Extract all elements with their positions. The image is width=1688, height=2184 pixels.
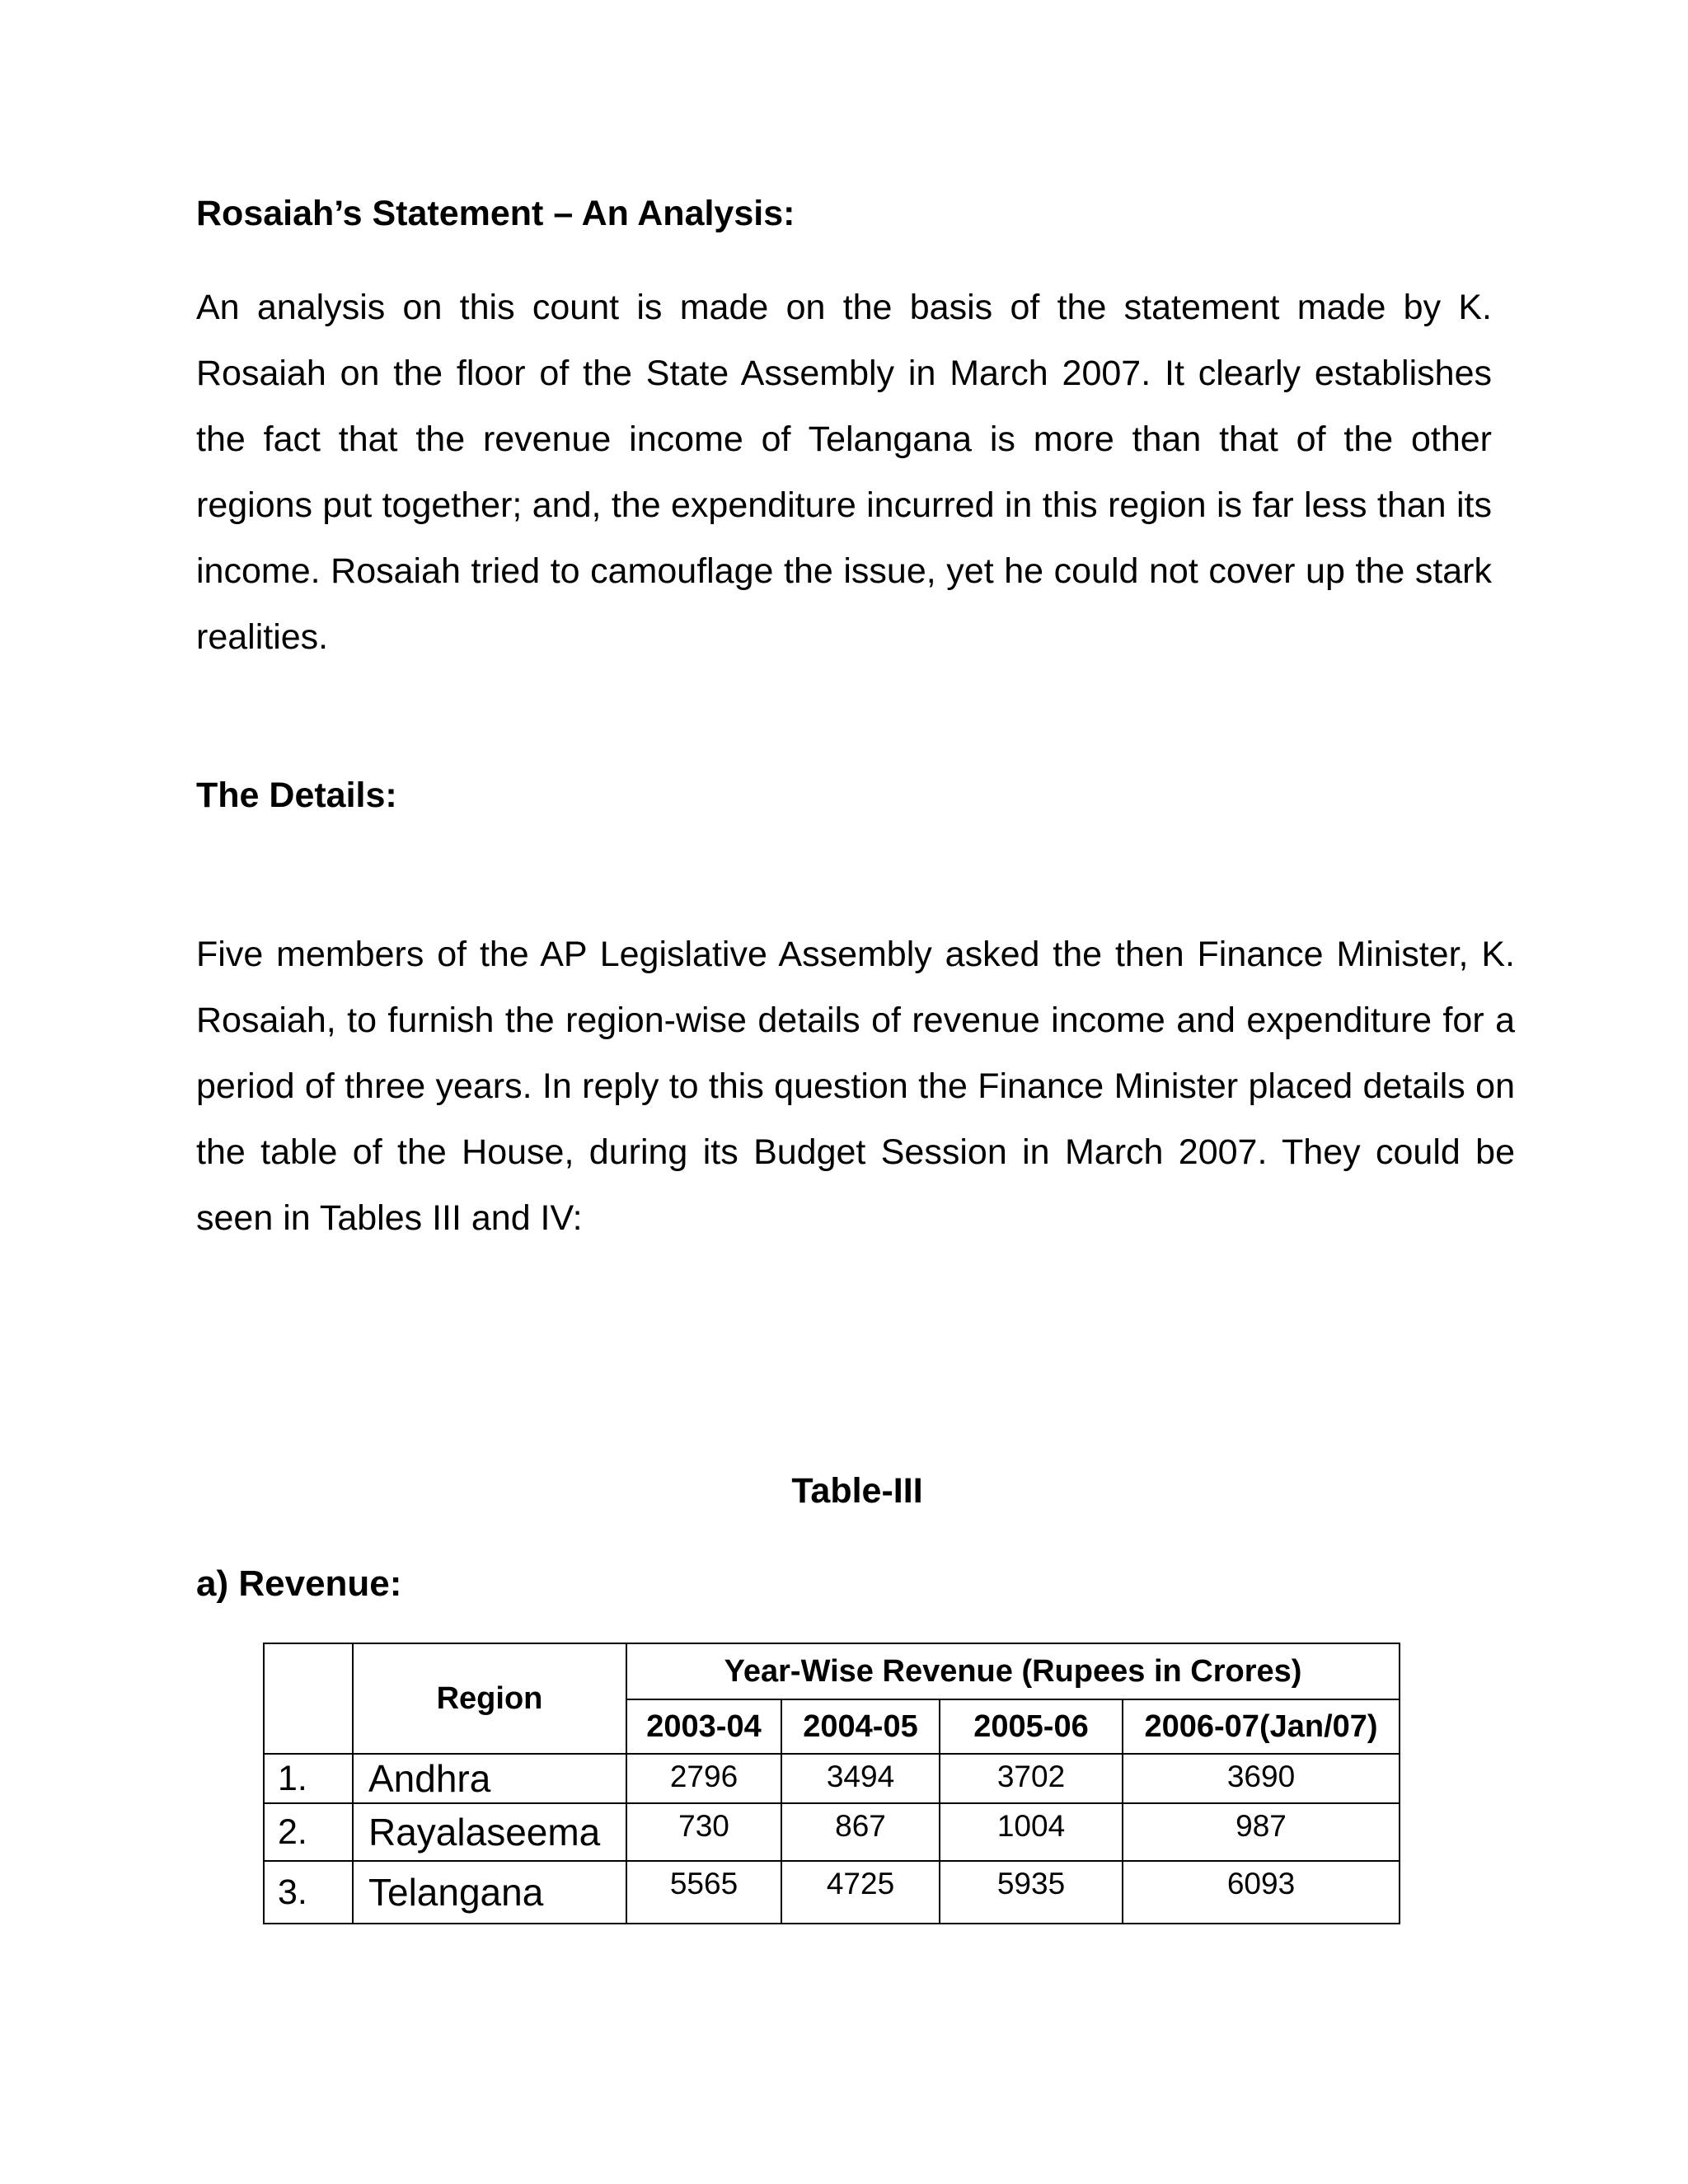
revenue-table: [263, 1643, 1400, 1924]
section-heading-details: The Details:: [196, 776, 397, 815]
year-header: 2004-05: [781, 1699, 940, 1754]
row-number: 2.: [264, 1803, 353, 1861]
row-number: 1.: [264, 1754, 353, 1803]
revenue-label: a) Revenue:: [196, 1563, 402, 1604]
year-header: 2005-06: [940, 1699, 1123, 1754]
region-name: Telangana: [353, 1861, 626, 1924]
table-row: [264, 1803, 1400, 1861]
revenue-value: 4725: [781, 1861, 940, 1924]
revenue-value: 730: [626, 1803, 781, 1861]
region-name: Rayalaseema: [353, 1803, 626, 1861]
analysis-paragraph: An analysis on this count is made on the basis of the statement made by K. Rosaiah on the floor of the State Assembly in March 2007. It clearly establishes the fact that the revenue income of Telangana is more than that of the other regions put together; and, the expenditure incurred in this region is far less than its income. Rosaiah tried to camouflage the issue, yet he could not cover up the stark realities.: [196, 288, 1492, 657]
table-row: [264, 1861, 1400, 1924]
revenue-value: 3494: [781, 1754, 940, 1803]
revenue-value: 1004: [940, 1803, 1123, 1861]
table-header-row: [264, 1643, 1400, 1699]
section-heading-analysis: Rosaiah’s Statement – An Analysis:: [196, 194, 795, 233]
header-blank-cell: [264, 1643, 353, 1754]
details-paragraph: Five members of the AP Legislative Assembly asked the then Finance Minister, K. Rosaiah, to furnish the region-wise details of revenue income and expenditure for a period of three years. In reply to this question the Finance Minister placed details on the table of the House, during its Budget Session in March 2007. They could be seen in Tables III and IV:: [196, 935, 1515, 1238]
revenue-value: 5565: [626, 1861, 781, 1924]
revenue-value: 867: [781, 1803, 940, 1861]
revenue-value: 987: [1123, 1803, 1400, 1861]
revenue-value: 5935: [940, 1861, 1123, 1924]
year-header: 2003-04: [626, 1699, 781, 1754]
row-number: 3.: [264, 1861, 353, 1924]
revenue-value: 6093: [1123, 1861, 1400, 1924]
revenue-value: 3702: [940, 1754, 1123, 1803]
year-wise-revenue-header: Year-Wise Revenue (Rupees in Crores): [626, 1643, 1400, 1699]
region-name: Andhra: [353, 1754, 626, 1803]
year-header: 2006-07(Jan/07): [1123, 1699, 1400, 1754]
region-header: Region: [353, 1643, 626, 1754]
table-row: [264, 1754, 1400, 1803]
revenue-value: 3690: [1123, 1754, 1400, 1803]
revenue-value: 2796: [626, 1754, 781, 1803]
table-title: Table-III: [791, 1471, 923, 1511]
